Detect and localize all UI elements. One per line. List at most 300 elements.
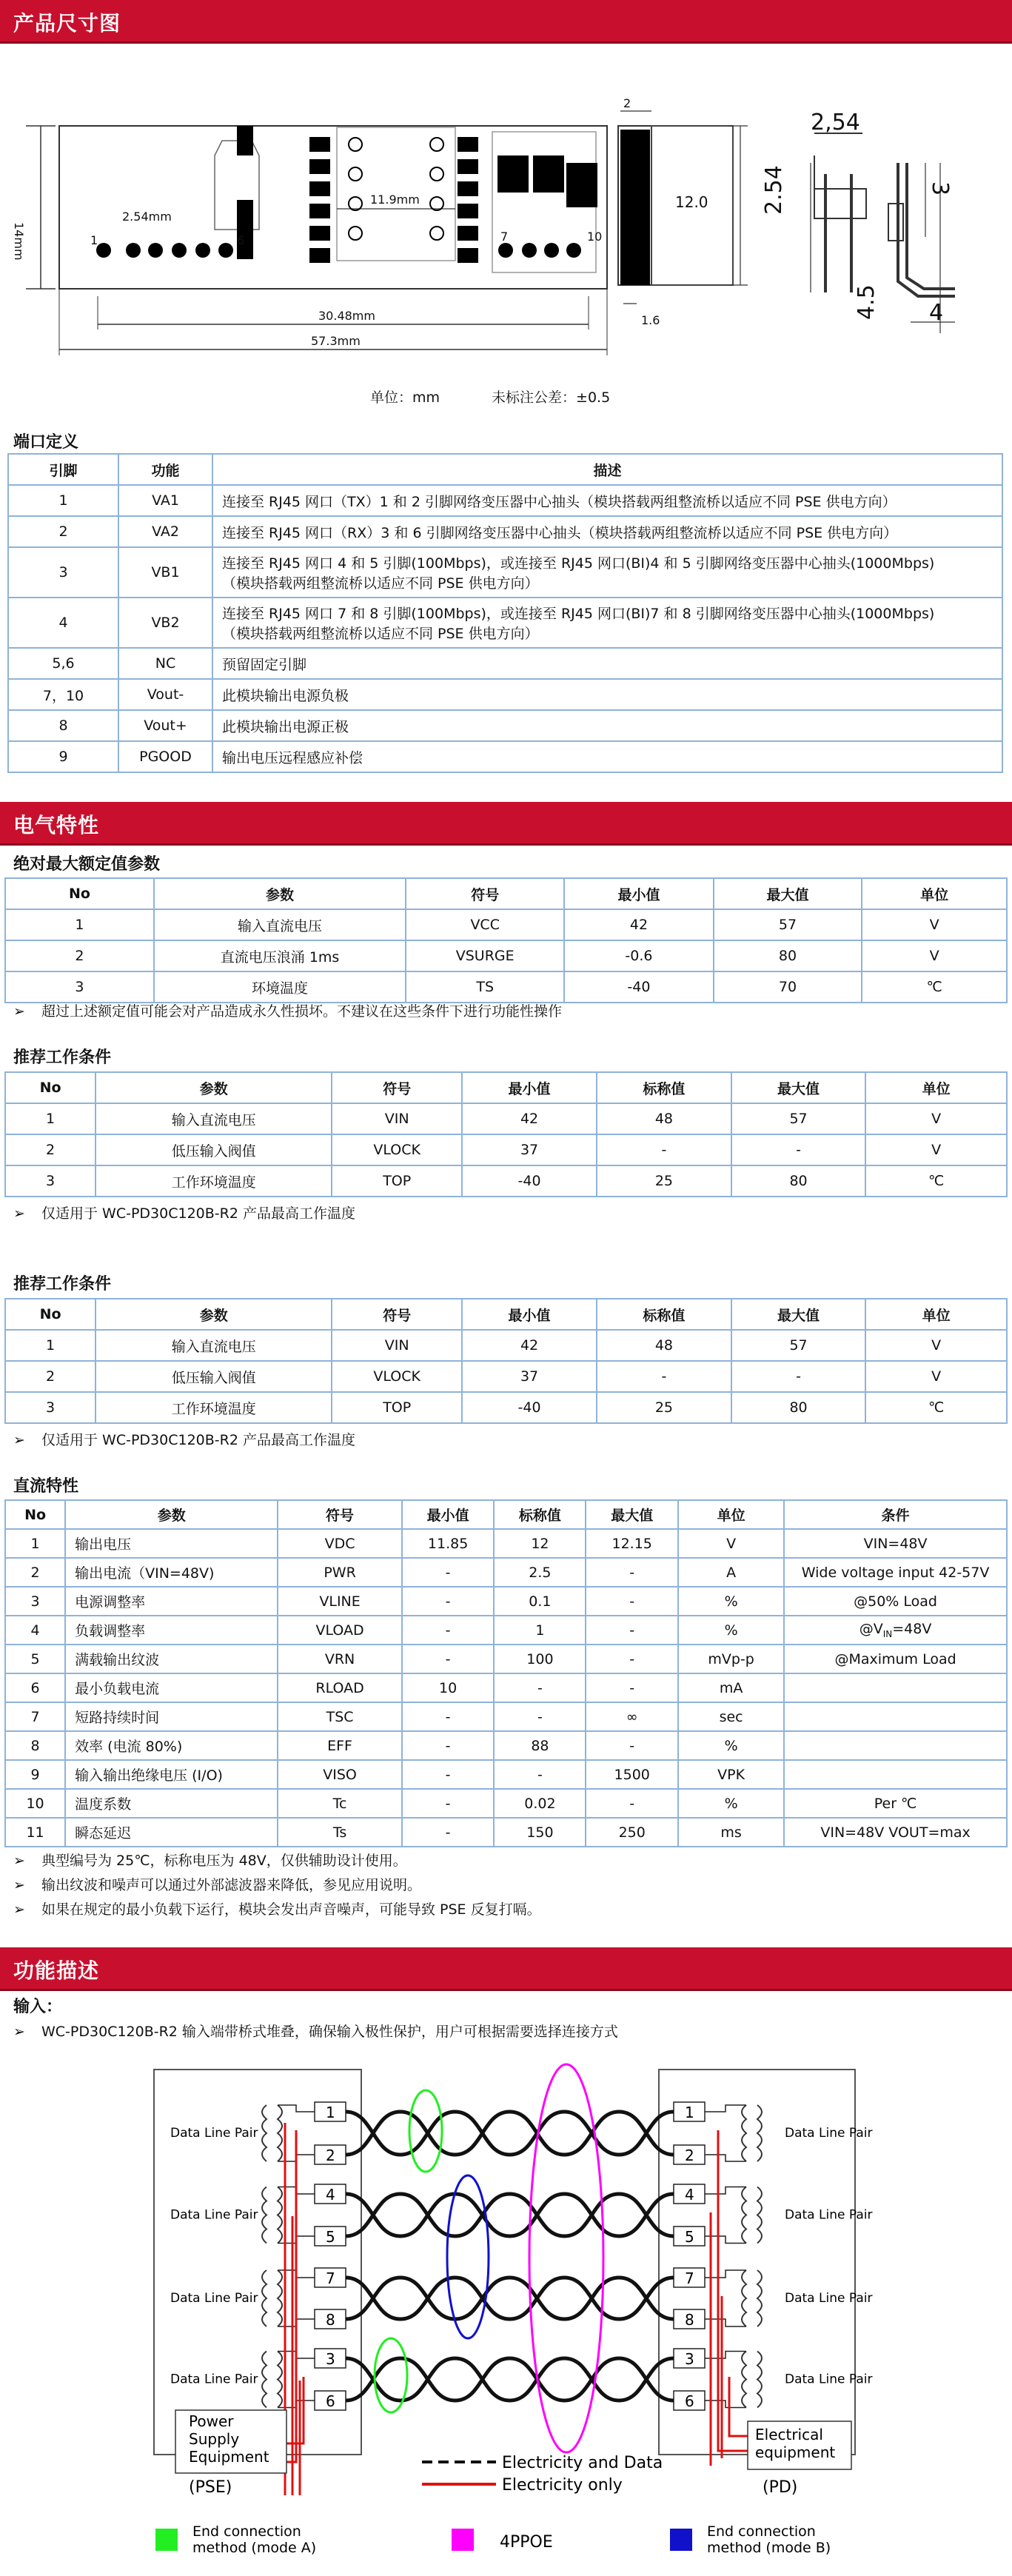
table-row [8, 598, 1002, 648]
table-cell: Ts [278, 1818, 401, 1847]
legend-mode-a-text: End connection [192, 2523, 301, 2540]
dc-note: ➢ 输出纹波和噪声可以通过外部滤波器来降低，参见应用说明。 [13, 1877, 422, 1893]
table-cell: 250 [586, 1818, 678, 1847]
pin-cell: 8 [8, 710, 118, 741]
pd-pair-label: Data Line Pair [785, 2126, 873, 2141]
table-cell: $@V_{IN}=48V$ [784, 1616, 1007, 1645]
table-cell: Wide voltage input 42-57V [784, 1558, 1007, 1587]
table-cell: VIN [332, 1103, 462, 1134]
column-header: No [5, 1072, 95, 1103]
pin-cell: 3 [8, 547, 118, 598]
absmax-note: ➢ 超过上述额定值可能会对产品造成永久性损坏。不建议在这些条件下进行功能性操作 [13, 1003, 563, 1020]
table-cell: RLOAD [278, 1673, 401, 1702]
table-cell: 80 [731, 1165, 866, 1197]
table-row [8, 547, 1002, 598]
table-cell: % [678, 1789, 784, 1818]
table-cell: V [862, 940, 1007, 971]
table-cell: 5 [5, 1645, 65, 1673]
table-row [5, 1529, 1007, 1558]
pd-coil [742, 2270, 746, 2326]
column-header: No [5, 878, 154, 909]
column-header: 最大值 [731, 1072, 866, 1103]
twisted-pair-wire [346, 2358, 674, 2401]
rec1-note: ➢ 仅适用于 WC-PD30C120B-R2 产品最高工作温度 [13, 1205, 355, 1222]
table-cell: V [865, 1330, 1007, 1361]
description-line: 输出电压远程感应补偿 [222, 749, 363, 766]
table-row [5, 940, 1007, 971]
table-cell: VSURGE [406, 940, 564, 971]
dim-12: 12.0 [675, 193, 708, 211]
4ppoe-ellipse [529, 2064, 603, 2452]
table-cell: 1 [5, 1103, 95, 1134]
table-cell: VDC [278, 1529, 401, 1558]
table-cell: V [678, 1529, 784, 1558]
table-cell: VISO [278, 1760, 401, 1789]
pse-coil [262, 2352, 267, 2408]
table-row [8, 679, 1002, 710]
table-cell: 100 [494, 1645, 586, 1673]
rec1-table [4, 1071, 1008, 1197]
table-cell: mVp-p [678, 1645, 784, 1673]
pd-power-line [711, 2130, 748, 2466]
dc-note: ➢ 如果在规定的最小负载下运行，模块会发出声音噪声，可能导致 PSE 反复打嗝。 [13, 1901, 541, 1918]
table-cell: 满载输出纹波 [65, 1645, 278, 1673]
table-cell: 48 [597, 1330, 731, 1361]
table-cell: -40 [564, 971, 714, 1003]
pse-pair-label: Data Line Pair [170, 2372, 258, 2387]
table-cell: 42 [462, 1103, 597, 1134]
pd-pair-label: Data Line Pair [785, 2372, 873, 2387]
table-cell: 短路持续时间 [65, 1702, 278, 1731]
description-cell [212, 741, 1002, 772]
table-cell: 直流电压浪涌 1ms [154, 940, 406, 971]
column-header: 参数 [154, 878, 406, 909]
table-row [5, 1361, 1007, 1392]
pse-coil [262, 2187, 267, 2244]
column-header: No [5, 1500, 65, 1529]
legend-4ppoe-text: 4PPOE [500, 2533, 553, 2552]
pd-coil [757, 2105, 762, 2161]
wiring-diagram [0, 2051, 1012, 2576]
pd-lead [705, 2105, 746, 2161]
pd-pin-label: 3 [685, 2350, 694, 2368]
table-cell: 12.15 [586, 1529, 678, 1558]
pse-equipment-text: Power [189, 2412, 234, 2430]
pd-coil [742, 2187, 746, 2244]
table-cell: 150 [494, 1818, 586, 1847]
function-cell: VA1 [118, 485, 212, 516]
pse-coil [262, 2270, 267, 2326]
table-cell: 输出电压 [65, 1529, 278, 1558]
table-row [8, 485, 1002, 516]
table-cell: 1500 [586, 1760, 678, 1789]
table-cell: 12 [494, 1529, 586, 1558]
table-cell: 0.02 [494, 1789, 586, 1818]
pd-pin-label: 6 [685, 2392, 694, 2410]
pin-definition-table [7, 453, 1003, 773]
table-cell: % [678, 1616, 784, 1645]
legend-green-swatch [155, 2529, 178, 2551]
pd-coil [757, 2352, 762, 2408]
table-cell [784, 1731, 1007, 1760]
table-cell: 37 [462, 1134, 597, 1165]
description-cell [212, 547, 1002, 598]
table-header-row [5, 878, 1007, 909]
rec1-title: 推荐工作条件 [13, 1048, 112, 1067]
pd-pair-label: Data Line Pair [785, 2207, 873, 2223]
pd-pin-label: 2 [685, 2147, 694, 2164]
dc-title: 直流特性 [13, 1477, 79, 1496]
table-cell: 10 [5, 1789, 65, 1818]
table-cell: A [678, 1558, 784, 1587]
table-cell: - [597, 1361, 731, 1392]
table-row [5, 1392, 1007, 1423]
table-cell: V [865, 1134, 1007, 1165]
pd-equipment-text: equipment [755, 2443, 836, 2461]
pin-cell: 7，10 [8, 679, 118, 710]
dimension-drawing [0, 44, 1012, 378]
table-row [5, 1558, 1007, 1587]
table-cell: - [494, 1702, 586, 1731]
pse-pair-label: Data Line Pair [170, 2207, 258, 2223]
table-cell: 11 [5, 1818, 65, 1847]
pse-coil [278, 2187, 282, 2244]
table-cell: V [862, 909, 1007, 940]
column-header: 参数 [65, 1500, 278, 1529]
table-cell: ℃ [865, 1165, 1007, 1197]
table-cell: - [731, 1361, 866, 1392]
table-cell: mA [678, 1673, 784, 1702]
pse-pin-label: 4 [326, 2186, 335, 2204]
table-cell: sec [678, 1702, 784, 1731]
table-cell: - [402, 1760, 495, 1789]
dc-note: ➢ 典型编号为 25℃，标称电压为 48V，仅供辅助设计使用。 [13, 1853, 407, 1869]
column-header: 标称值 [597, 1299, 731, 1330]
table-cell: 80 [731, 1392, 866, 1423]
table-cell: VRN [278, 1645, 401, 1673]
dim-14: 14mm [12, 222, 26, 261]
pd-pin-label: 5 [685, 2228, 694, 2246]
table-cell: 输入直流电压 [154, 909, 406, 940]
table-cell: 环境温度 [154, 971, 406, 1003]
column-header: 符号 [332, 1072, 462, 1103]
pd-pin-label: 1 [685, 2104, 694, 2121]
table-row [5, 1645, 1007, 1673]
legend-magenta-swatch [452, 2529, 474, 2551]
table-cell: 57 [731, 1103, 866, 1134]
pse-pair-label: Data Line Pair [170, 2291, 258, 2306]
table-cell: 低压输入阀值 [95, 1361, 332, 1392]
legend-blue-swatch [670, 2529, 692, 2551]
pd-label: (PD) [763, 2478, 798, 2497]
function-cell: PGOOD [118, 741, 212, 772]
pse-pair-label: Data Line Pair [170, 2126, 258, 2141]
table-cell: - [586, 1645, 678, 1673]
table-cell: % [678, 1731, 784, 1760]
column-header: 最大值 [731, 1299, 866, 1330]
function-cell: VA2 [118, 516, 212, 547]
table-cell: - [494, 1673, 586, 1702]
column-header: 参数 [95, 1072, 332, 1103]
table-cell: - [402, 1818, 495, 1847]
pse-coil [278, 2352, 282, 2408]
description-line: 预留固定引脚 [222, 656, 307, 673]
table-cell: 3 [5, 971, 154, 1003]
column-header: 最小值 [564, 878, 714, 909]
table-cell: 7 [5, 1702, 65, 1731]
table-cell: -40 [462, 1392, 597, 1423]
function-cell: VB1 [118, 547, 212, 598]
table-cell: 3 [5, 1587, 65, 1616]
column-header: 最小值 [402, 1500, 495, 1529]
table-cell: 输出电流（VIN=48V) [65, 1558, 278, 1587]
pse-label: (PSE) [189, 2478, 232, 2497]
table-cell: 48 [597, 1103, 731, 1134]
table-cell: 4 [5, 1616, 65, 1645]
column-header: 引脚 [8, 454, 118, 485]
pse-power-line [285, 2123, 300, 2495]
table-cell: TOP [332, 1165, 462, 1197]
pin-cell: 4 [8, 598, 118, 648]
table-row [5, 1818, 1007, 1847]
table-row [8, 648, 1002, 679]
pin-cell: 5,6 [8, 648, 118, 679]
table-row [5, 1789, 1007, 1818]
table-cell: 3 [5, 1392, 95, 1423]
legend-mode-b-text: method (mode B) [707, 2540, 831, 2556]
table-cell: VLOAD [278, 1616, 401, 1645]
table-cell: ∞ [586, 1702, 678, 1731]
table-cell: -0.6 [564, 940, 714, 971]
twisted-pair-wire [346, 2278, 674, 2319]
side-4: 4 [929, 300, 944, 326]
table-cell: 25 [597, 1165, 731, 1197]
table-cell: 70 [714, 971, 862, 1003]
pin-label-6: 6 [237, 233, 245, 247]
table-cell: 负载调整率 [65, 1616, 278, 1645]
table-cell: VPK [678, 1760, 784, 1789]
table-cell: 2 [5, 940, 154, 971]
table-cell: % [678, 1587, 784, 1616]
description-line: 连接至 RJ45 网口（RX）3 和 6 引脚网络变压器中心抽头（模块搭载两组整流桥以适应不同 PSE 供电方向） [222, 524, 898, 541]
table-cell: VIN=48V VOUT=max [784, 1818, 1007, 1847]
pse-pin-label: 3 [326, 2350, 335, 2368]
function-cell: Vout+ [118, 710, 212, 741]
table-cell: 0.1 [494, 1587, 586, 1616]
table-cell: VIN=48V [784, 1529, 1007, 1558]
pd-pair-label: Data Line Pair [785, 2291, 873, 2306]
table-cell: - [586, 1789, 678, 1818]
description-line: 连接至 RJ45 网口 7 和 8 引脚(100Mbps)，或连接至 RJ45 网口(BI)7 和 8 引脚网络变压器中心抽头(1000Mbps) [222, 606, 935, 622]
column-header: 标称值 [597, 1072, 731, 1103]
column-header: 符号 [278, 1500, 401, 1529]
table-cell: - [586, 1731, 678, 1760]
pse-pin-label: 8 [326, 2311, 335, 2329]
table-cell: 输入输出绝缘电压 (I/O) [65, 1760, 278, 1789]
table-cell: - [402, 1616, 495, 1645]
table-cell: VLINE [278, 1587, 401, 1616]
absmax-table [4, 877, 1008, 1003]
table-cell: TOP [332, 1392, 462, 1423]
table-cell: 1 [5, 1529, 65, 1558]
table-cell: TSC [278, 1702, 401, 1731]
description-line: （模块搭载两组整流桥以适应不同 PSE 供电方向） [222, 575, 539, 592]
table-cell: 42 [564, 909, 714, 940]
side-254a: 2,54 [811, 110, 860, 136]
column-header: 单位 [865, 1299, 1007, 1330]
table-header-row [8, 454, 1002, 485]
pin-cell: 9 [8, 741, 118, 772]
pse-pin-label: 5 [326, 2228, 335, 2246]
pse-pin-label: 2 [326, 2147, 335, 2164]
side-254b: 2.54 [761, 165, 787, 215]
column-header: 标称值 [494, 1500, 586, 1529]
column-header: 符号 [332, 1299, 462, 1330]
table-cell: - [402, 1702, 495, 1731]
description-cell [212, 516, 1002, 547]
pd-pin-label: 8 [685, 2311, 694, 2329]
table-cell: EFF [278, 1731, 401, 1760]
description-line: 此模块输出电源负极 [222, 687, 349, 704]
pd-pin-label: 7 [685, 2269, 694, 2287]
column-header: 最小值 [462, 1072, 597, 1103]
description-line: （模块搭载两组整流桥以适应不同 PSE 供电方向） [222, 626, 539, 642]
table-cell: 25 [597, 1392, 731, 1423]
table-cell: 8 [5, 1731, 65, 1760]
column-header: No [5, 1299, 95, 1330]
table-row [5, 909, 1007, 940]
table-cell: 88 [494, 1731, 586, 1760]
table-cell: 80 [714, 940, 862, 971]
column-header: 最大值 [586, 1500, 678, 1529]
pse-coil [278, 2105, 282, 2161]
section-bar-function [0, 1947, 1012, 1991]
table-row [8, 516, 1002, 547]
pin-cell: 1 [8, 485, 118, 516]
table-row [5, 1673, 1007, 1702]
pd-coil [742, 2105, 746, 2161]
table-cell: V [865, 1103, 1007, 1134]
description-cell [212, 598, 1002, 648]
column-header: 功能 [118, 454, 212, 485]
table-cell: 2 [5, 1134, 95, 1165]
legend-red-label: Electricity only [502, 2476, 623, 2495]
pins-title: 端口定义 [13, 433, 79, 452]
table-cell: - [402, 1789, 495, 1818]
column-header: 条件 [784, 1500, 1007, 1529]
table-cell: - [402, 1731, 495, 1760]
column-header: 参数 [95, 1299, 332, 1330]
pin-label-10: 10 [587, 230, 603, 244]
twisted-pair-wire [346, 2194, 674, 2236]
table-row [5, 1702, 1007, 1731]
table-cell: 工作环境温度 [95, 1165, 332, 1197]
table-cell: 温度系数 [65, 1789, 278, 1818]
description-line: 连接至 RJ45 网口 4 和 5 引脚(100Mbps)，或连接至 RJ45 网口(BI)4 和 5 引脚网络变压器中心抽头(1000Mbps) [222, 555, 935, 572]
table-header-row [5, 1500, 1007, 1529]
dim-119: 11.9mm [370, 193, 420, 207]
table-cell: ms [678, 1818, 784, 1847]
section-bar-electrical [0, 802, 1012, 846]
description-cell [212, 485, 1002, 516]
pse-pin-label: 1 [326, 2104, 335, 2121]
rec2-title: 推荐工作条件 [13, 1275, 112, 1294]
table-cell: - [586, 1558, 678, 1587]
table-cell: VIN [332, 1330, 462, 1361]
table-row [5, 1134, 1007, 1165]
column-header: 单位 [865, 1072, 1007, 1103]
table-cell [784, 1673, 1007, 1702]
table-cell: 1 [5, 1330, 95, 1361]
pse-pin-label: 6 [326, 2392, 335, 2410]
table-cell: 2.5 [494, 1558, 586, 1587]
mode-a-ellipse [375, 2338, 407, 2412]
table-header-row [5, 1072, 1007, 1103]
table-cell: 2 [5, 1558, 65, 1587]
legend-mode-b-text: End connection [707, 2523, 816, 2540]
table-cell: 电源调整率 [65, 1587, 278, 1616]
legend-dash-label: Electricity and Data [502, 2454, 663, 2472]
description-line: 此模块输出电源正极 [222, 718, 349, 735]
table-row [8, 741, 1002, 772]
twisted-pair-wire [346, 2194, 674, 2236]
rec2-note: ➢ 仅适用于 WC-PD30C120B-R2 产品最高工作温度 [13, 1432, 355, 1448]
table-cell: ℃ [865, 1392, 1007, 1423]
table-cell: PWR [278, 1558, 401, 1587]
description-cell [212, 710, 1002, 741]
table-row [5, 971, 1007, 1003]
pse-equipment-text: Equipment [189, 2448, 269, 2466]
table-cell [784, 1760, 1007, 1789]
table-cell: 6 [5, 1673, 65, 1702]
column-header: 最小值 [462, 1299, 597, 1330]
absmax-title: 绝对最大额定值参数 [13, 855, 161, 874]
table-cell: - [586, 1616, 678, 1645]
input-note: ➢ WC-PD30C120B-R2 输入端带桥式堆叠，确保输入极性保护，用户可根据需要选择连接方式 [13, 2024, 618, 2040]
table-cell: VLOCK [332, 1361, 462, 1392]
pd-coil [757, 2187, 762, 2244]
table-cell: 效率 (电流 80%) [65, 1731, 278, 1760]
unit-line: 单位：mm 未标注公差：±0.5 [370, 389, 611, 406]
twisted-pair-wire [346, 2112, 674, 2155]
table-cell: TS [406, 971, 564, 1003]
table-cell: V [865, 1361, 1007, 1392]
dim-254: 2.54mm [122, 210, 172, 224]
function-cell: VB2 [118, 598, 212, 648]
dc-table [4, 1499, 1008, 1847]
pse-equipment-text: Supply [189, 2430, 240, 2448]
twisted-pair-wire [346, 2358, 674, 2401]
table-cell: 工作环境温度 [95, 1392, 332, 1423]
table-cell: VCC [406, 909, 564, 940]
table-cell: 2 [5, 1361, 95, 1392]
table-cell: @50% Load [784, 1587, 1007, 1616]
table-header-row [5, 1299, 1007, 1330]
table-cell: -40 [462, 1165, 597, 1197]
column-header: 描述 [212, 454, 1002, 485]
description-line: 连接至 RJ45 网口（TX）1 和 2 引脚网络变压器中心抽头（模块搭载两组整流桥以适应不同 PSE 供电方向） [222, 493, 897, 510]
dim-2: 2 [623, 96, 631, 110]
pin-cell: 2 [8, 516, 118, 547]
table-cell: VLOCK [332, 1134, 462, 1165]
table-row [5, 1587, 1007, 1616]
table-cell: 1 [494, 1616, 586, 1645]
section-title: 功能描述 [13, 1958, 100, 1983]
table-cell: 57 [731, 1330, 866, 1361]
table-cell: - [731, 1134, 866, 1165]
table-cell: 输入直流电压 [95, 1330, 332, 1361]
table-cell: - [586, 1673, 678, 1702]
